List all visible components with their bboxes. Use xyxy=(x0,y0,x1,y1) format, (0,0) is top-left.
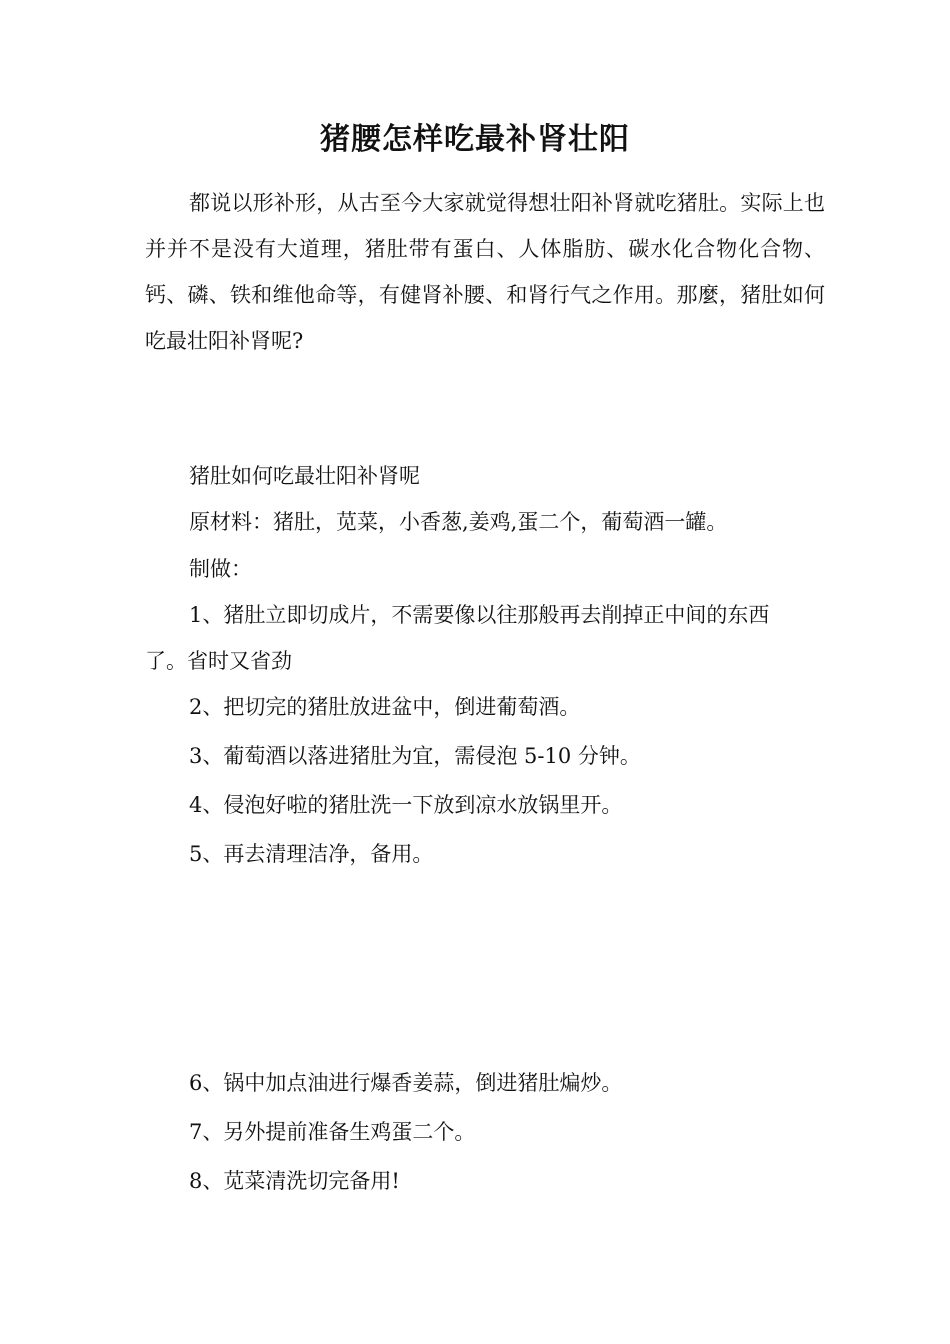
subheading: 猪肚如何吃最壮阳补肾呢 xyxy=(189,464,420,488)
step-4: 4、侵泡好啦的猪肚洗一下放到凉水放锅里开。 xyxy=(189,793,623,817)
intro-paragraph: 都说以形补形，从古至今大家就觉得想壮阳补肾就吃猪肚。实际上也并并不是没有大道理，猪肚带有蛋白、人体脂肪、碳水化合物化合物、钙、磷、铁和维他命等，有健肾补腰、和肾行气之作用。那麼，猪肚如何吃最壮阳补肾呢? xyxy=(145,191,825,353)
method-label: 制做： xyxy=(189,557,252,581)
step-5: 5、再去清理洁净，备用。 xyxy=(189,842,434,866)
step-1: 1、猪肚立即切成片，不需要像以往那般再去削掉正中间的东西 xyxy=(189,603,770,627)
ingredients-line: 原材料：猪肚，苋菜，小香葱,姜鸡,蛋二个，葡萄酒一罐。 xyxy=(189,510,728,534)
step-3: 3、葡萄酒以落进猪肚为宜，需侵泡 5-10 分钟。 xyxy=(189,744,641,768)
step-7: 7、另外提前准备生鸡蛋二个。 xyxy=(189,1120,476,1144)
step-1-continuation: 了。省时又省劲 xyxy=(145,649,292,673)
step-6: 6、锅中加点油进行爆香姜蒜，倒进猪肚煸炒。 xyxy=(189,1071,623,1095)
step-8: 8、苋菜清洗切完备用! xyxy=(189,1169,400,1193)
document-title: 猪腰怎样吃最补肾壮阳 xyxy=(320,122,630,157)
step-2: 2、把切完的猪肚放进盆中，倒进葡萄酒。 xyxy=(189,695,581,719)
